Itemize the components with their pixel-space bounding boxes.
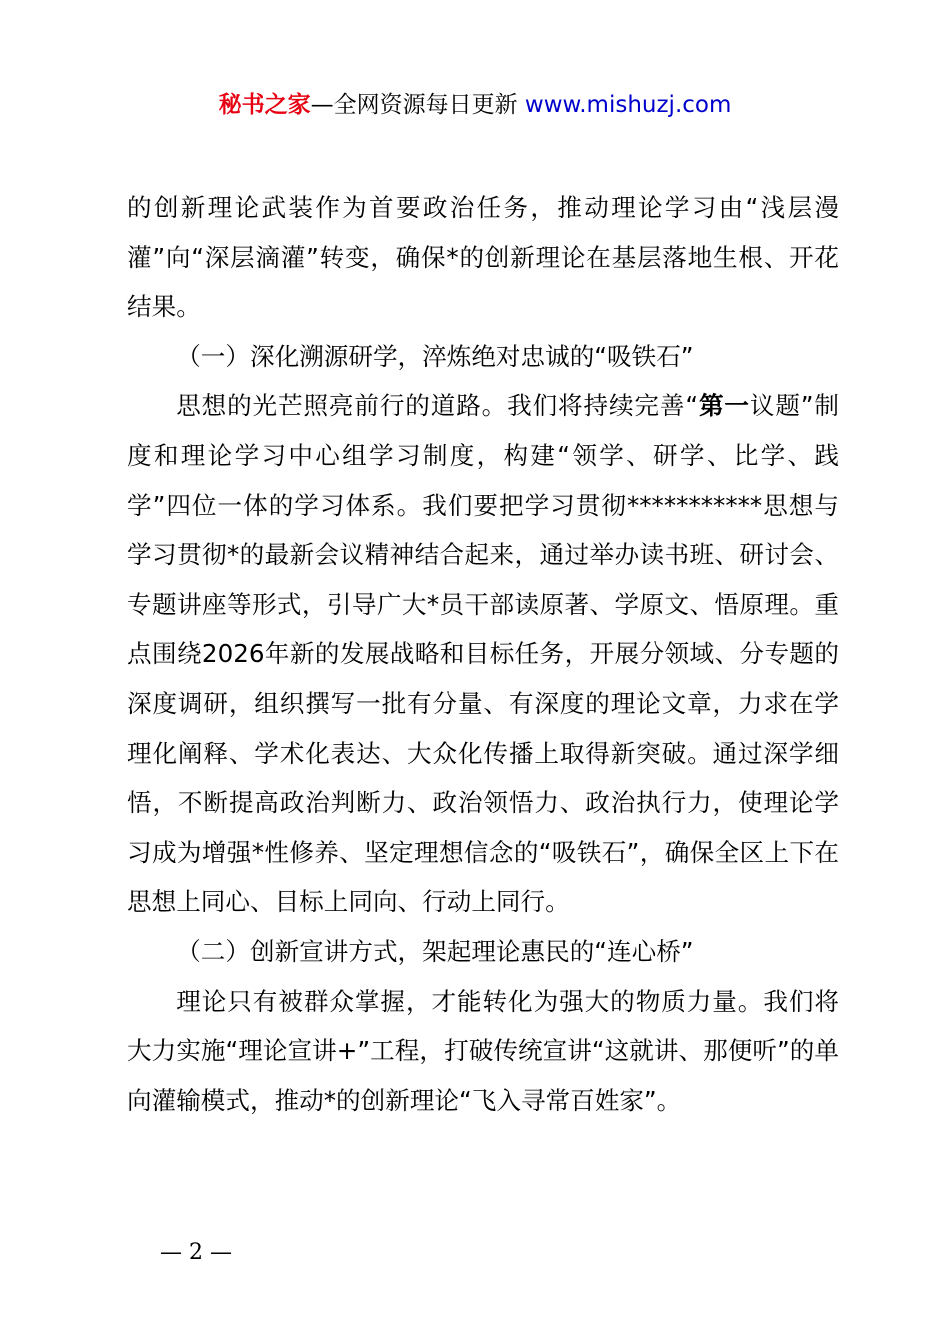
brand-name: 秘书之家 — [218, 92, 311, 118]
document-body — [127, 183, 839, 1125]
page-number: — 2 — — [160, 1240, 232, 1265]
bold-emphasis: 第一 — [698, 391, 750, 421]
site-url-link[interactable]: www.mishuzj.com — [524, 92, 732, 118]
paragraph-text-rest: 议题”制度和理论学习中心组学习制度，构建“领学、研学、比学、践学”四位一体的学习体系。我们要把学习贯彻***********思想与学习贯彻*的最新会议精神结合起来，通过举办读书班、研讨会、专题讲座等形式，引导广大*员干部读原著、学原文、悟原理。重点围绕2026年新的发展战略和目标任务，开展分领域、分专题的深度调研，组织撰写一批有分量、有深度的理论文章，力求在学理化阐释、学术化表达、大众化传播上取得新突破。通过深学细悟，不断提高政治判断力、政治领悟力、政治执行力，使理论学习成为增强*性修养、坚定理想信念的“吸铁石”，确保全区上下在思想上同心、目标上同向、行动上同行。 — [127, 391, 839, 917]
paragraph-theory-study — [127, 381, 839, 927]
section-heading-2: （二）创新宣讲方式，架起理论惠民的“连心桥” — [176, 936, 694, 966]
site-header — [0, 88, 950, 122]
section-heading-1: （一）深化溯源研学，淬炼绝对忠诚的“吸铁石” — [176, 341, 694, 371]
header-tagline: —全网资源每日更新 — [310, 92, 525, 118]
paragraph-text-start: 思想的光芒照亮前行的道路。我们将持续完善“ — [176, 391, 699, 421]
paragraph-continued: 的创新理论武装作为首要政治任务，推动理论学习由“浅层漫灌”向“深层滴灌”转变，确保*的创新理论在基层落地生根、开花结果。 — [127, 193, 839, 322]
paragraph-lecture: 理论只有被群众掌握，才能转化为强大的物质力量。我们将大力实施“理论宣讲+”工程，打破传统宣讲“这就讲、那便听”的单向灌输模式，推动*的创新理论“飞入寻常百姓家”。 — [127, 986, 839, 1115]
